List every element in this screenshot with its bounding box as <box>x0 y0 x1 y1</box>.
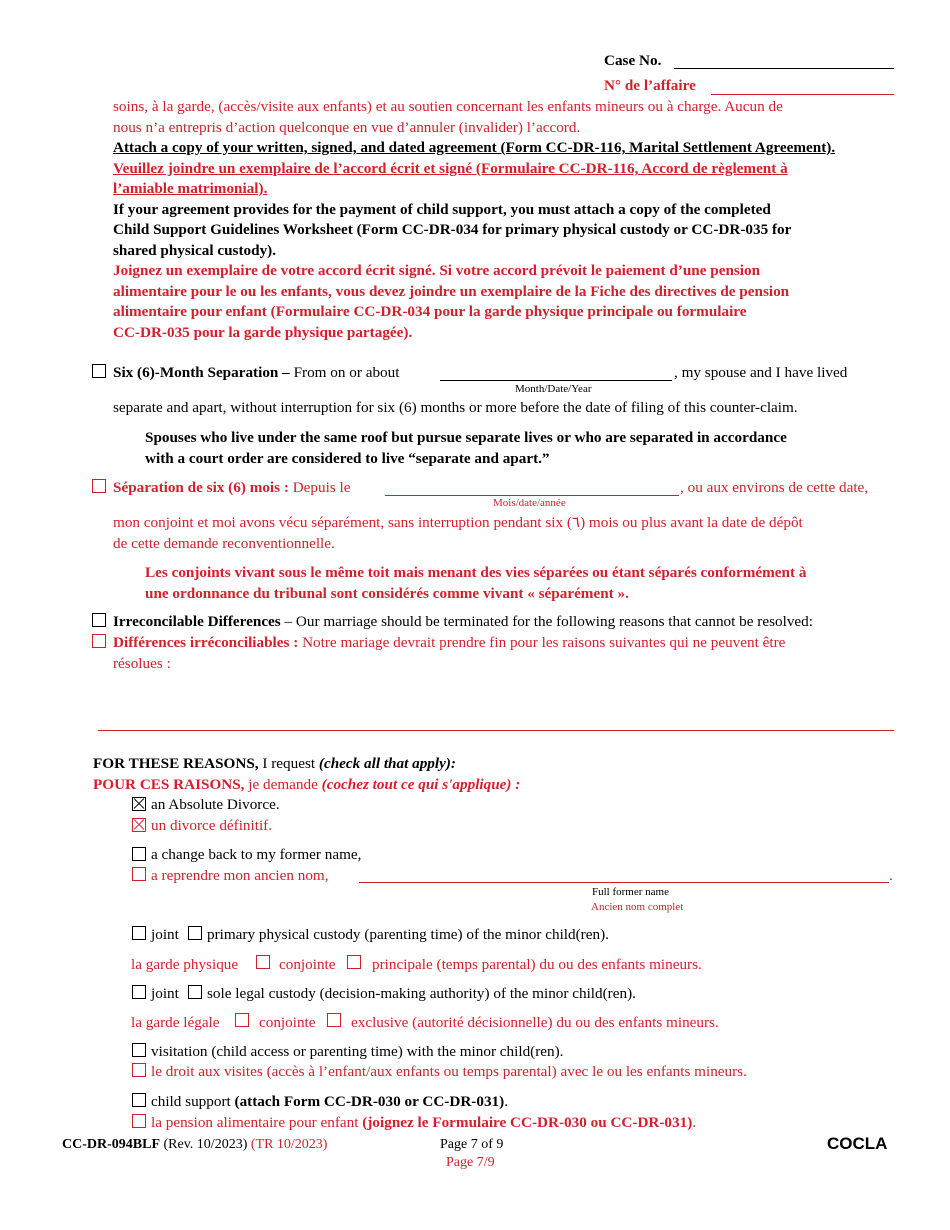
child-support-fr <box>151 1113 696 1134</box>
reasons-check-en: (check all that apply): <box>318 755 456 772</box>
support-note-fr-2: alimentaire pour le ou les enfants, vous devez joindre un exemplaire de la Fiche des directives de pension <box>113 283 790 300</box>
case-no-field[interactable] <box>674 52 894 69</box>
case-no-label: Case No. <box>604 52 662 69</box>
reasons-header-en <box>93 754 456 775</box>
visitation-checkbox-fr[interactable] <box>132 1063 146 1077</box>
attach-instruction-fr-1: Veuillez joindre un exemplaire de l’accord écrit et signé (Formulaire CC-DR-116, Accord de règlement à <box>113 160 788 177</box>
reasons-request-en: I request <box>258 755 319 772</box>
name-change-checkbox-fr[interactable] <box>132 867 146 881</box>
name-change-en: a change back to my former name, <box>151 846 362 863</box>
reasons-title-fr: POUR CES RAISONS, <box>93 776 245 793</box>
intro-cont-line1: soins, à la garde, (accès/visite aux enfants) et au soutien concernant les enfants mineurs ou à charge. Aucun de <box>113 98 783 115</box>
former-name-hint-en: Full former name <box>592 886 669 898</box>
child-support-checkbox[interactable] <box>132 1093 146 1107</box>
support-note-fr-1: Joignez un exemplaire de votre accord écrit signé. Si votre accord prévoit le paiement d’une pension <box>113 262 761 279</box>
child-support-en-a: child support <box>151 1093 235 1110</box>
footer-form-id <box>62 1137 327 1153</box>
legal-custody-fr-a: la garde légale <box>131 1014 220 1031</box>
legal-sole-checkbox-fr[interactable] <box>327 1013 341 1027</box>
case-no-field-fr[interactable] <box>711 78 894 95</box>
separation-text-en-a: From on or about <box>293 364 400 381</box>
reasons-header-fr <box>93 775 520 796</box>
visitation-en: visitation (child access or parenting time) with the minor child(ren). <box>151 1043 564 1060</box>
irreconcilable-en-line <box>113 612 813 633</box>
divorce-checkbox-fr[interactable] <box>132 818 146 832</box>
reasons-check-fr: (cochez tout ce qui s'applique) : <box>321 776 521 793</box>
reasons-title-en: FOR THESE REASONS, <box>93 755 259 772</box>
separation-text-fr-2: mon conjoint et moi avons vécu séparément, sans interruption pendant six (٦) mois ou plus avant la date de dépôt <box>113 514 803 531</box>
physical-custody-fr-c: principale (temps parental) du ou des enfants mineurs. <box>372 956 702 973</box>
legal-custody-en: sole legal custody (decision-making authority) of the minor child(ren). <box>207 985 636 1002</box>
separation-note-en-2: with a court order are considered to live “separate and apart.” <box>145 450 550 467</box>
intro-cont-line2: nous n’a entrepris d’action quelconque en vue d’annuler (invalider) l’accord. <box>113 119 581 136</box>
form-id: CC-DR-094BLF <box>62 1137 160 1152</box>
separation-note-fr-2: une ordonnance du tribunal sont considérés comme vivant « séparément ». <box>145 585 629 602</box>
page-number-en: Page 7 of 9 <box>440 1137 504 1152</box>
date-hint-en: Month/Date/Year <box>515 383 592 395</box>
reasons-field[interactable] <box>98 714 894 731</box>
physical-custody-fr-b: conjointe <box>279 956 336 973</box>
child-support-fr-a: la pension alimentaire pour enfant <box>151 1114 363 1131</box>
physical-joint-checkbox-fr[interactable] <box>256 955 270 969</box>
irreconcilable-title-en: Irreconcilable Differences <box>113 613 281 630</box>
child-support-checkbox-fr[interactable] <box>132 1114 146 1128</box>
child-support-fr-c: . <box>692 1114 697 1131</box>
legal-joint-checkbox[interactable] <box>132 985 146 999</box>
physical-custody-fr-a: la garde physique <box>131 956 239 973</box>
child-support-en-b: (attach Form CC-DR-030 or CC-DR-031) <box>234 1093 505 1110</box>
former-name-period: . <box>889 867 893 884</box>
attach-instruction-fr-2: l’amiable matrimonial). <box>113 180 268 197</box>
separation-checkbox-fr[interactable] <box>92 479 106 493</box>
irreconcilable-title-fr: Différences irréconciliables : <box>113 634 299 651</box>
physical-joint-checkbox[interactable] <box>132 926 146 940</box>
separation-title-en: Six (6)-Month Separation – <box>113 364 290 381</box>
physical-joint-label: joint <box>151 926 179 943</box>
separation-note-en-1: Spouses who live under the same roof but pursue separate lives or who are separated in accordance <box>145 429 787 446</box>
separation-text-en-2: separate and apart, without interruption for six (6) months or more before the date of filing of this counter-claim. <box>113 399 798 416</box>
separation-date-field-fr[interactable] <box>385 479 679 496</box>
support-note-en-3: shared physical custody). <box>113 242 277 259</box>
irreconcilable-checkbox-fr[interactable] <box>92 634 106 648</box>
support-note-en-1: If your agreement provides for the payment of child support, you must attach a copy of the completed <box>113 201 771 218</box>
separation-date-field[interactable] <box>440 364 672 381</box>
name-change-checkbox[interactable] <box>132 847 146 861</box>
support-note-fr-3: alimentaire pour enfant (Formulaire CC-DR-034 pour la garde physique principale ou formulaire <box>113 303 747 320</box>
date-hint-fr: Mois/date/année <box>493 497 566 509</box>
divorce-en: an Absolute Divorce. <box>151 796 280 813</box>
physical-primary-checkbox[interactable] <box>188 926 202 940</box>
separation-en-line1 <box>113 363 399 384</box>
irreconcilable-text-en: – Our marriage should be terminated for the following reasons that cannot be resolved: <box>280 613 813 630</box>
former-name-hint-fr: Ancien nom complet <box>591 901 684 913</box>
support-note-fr-4: CC-DR-035 pour la garde physique partagée). <box>113 324 413 341</box>
support-note-en-2: Child Support Guidelines Worksheet (Form CC-DR-034 for primary physical custody or CC-DR-035 for <box>113 221 792 238</box>
separation-note-fr-1: Les conjoints vivant sous le même toit mais menant des vies séparées ou étant séparés conformément à <box>145 564 807 581</box>
legal-custody-fr-c: exclusive (autorité décisionnelle) du ou des enfants mineurs. <box>351 1014 719 1031</box>
separation-text-en-b: , my spouse and I have lived <box>674 364 848 381</box>
divorce-fr: un divorce définitif. <box>151 817 273 834</box>
attach-instruction-en: Attach a copy of your written, signed, and dated agreement (Form CC-DR-116, Marital Settlement Agreement). <box>113 139 836 156</box>
separation-text-fr-b: , ou aux environs de cette date, <box>680 479 869 496</box>
child-support-en <box>151 1092 508 1113</box>
legal-joint-checkbox-fr[interactable] <box>235 1013 249 1027</box>
separation-title-fr: Séparation de six (6) mois : <box>113 479 289 496</box>
irreconcilable-checkbox[interactable] <box>92 613 106 627</box>
page-number-fr: Page 7/9 <box>446 1155 495 1170</box>
reasons-request-fr: je demande <box>244 776 322 793</box>
irreconcilable-text-fr: Notre mariage devrait prendre fin pour les raisons suivantes qui ne peuvent être <box>298 634 786 651</box>
separation-text-fr-a: Depuis le <box>292 479 351 496</box>
former-name-field[interactable] <box>359 866 889 883</box>
form-rev: (Rev. 10/2023) <box>160 1137 248 1152</box>
legal-custody-fr-b: conjointe <box>259 1014 316 1031</box>
legal-joint-label: joint <box>151 985 179 1002</box>
visitation-fr: le droit aux visites (accès à l’enfant/aux enfants ou temps parental) avec le ou les enfants mineurs. <box>151 1063 747 1080</box>
name-change-fr: a reprendre mon ancien nom, <box>151 867 329 884</box>
cocla-label: COCLA <box>827 1134 888 1153</box>
separation-checkbox[interactable] <box>92 364 106 378</box>
legal-sole-checkbox[interactable] <box>188 985 202 999</box>
child-support-en-c: . <box>504 1093 508 1110</box>
child-support-fr-b: (joignez le Formulaire CC-DR-030 ou CC-DR-031) <box>362 1114 693 1131</box>
irreconcilable-fr-line <box>113 633 785 654</box>
separation-fr-line1 <box>113 478 351 499</box>
visitation-checkbox[interactable] <box>132 1043 146 1057</box>
case-no-label-fr: N° de l’affaire <box>604 77 696 94</box>
physical-primary-checkbox-fr[interactable] <box>347 955 361 969</box>
irreconcilable-text-fr-2: résolues : <box>113 655 171 672</box>
physical-custody-en: primary physical custody (parenting time) of the minor child(ren). <box>207 926 609 943</box>
divorce-checkbox[interactable] <box>132 797 146 811</box>
form-tr: (TR 10/2023) <box>247 1137 328 1152</box>
separation-text-fr-3: de cette demande reconventionnelle. <box>113 535 335 552</box>
